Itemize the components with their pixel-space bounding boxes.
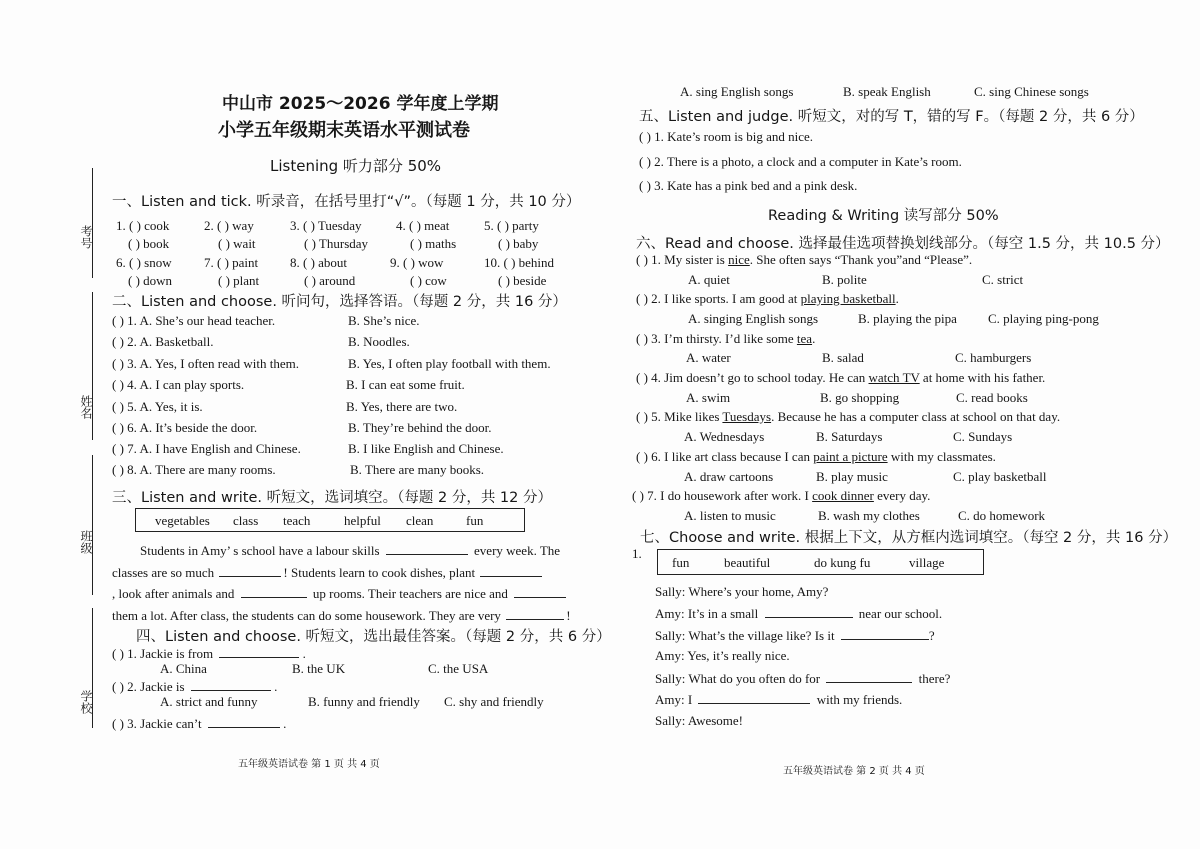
- side-label-exam-number: 考号: [79, 225, 93, 249]
- binding-line: [92, 455, 93, 595]
- passage-line: [112, 564, 542, 581]
- option-c[interactable]: C. play basketball: [953, 469, 1047, 484]
- word-bank-word: vegetables: [155, 513, 210, 528]
- dialogue-text: Sally: What do you often do for: [655, 671, 821, 686]
- option-c[interactable]: C. Sundays: [953, 429, 1013, 444]
- tick-item[interactable]: 5. ( ) party: [484, 218, 539, 233]
- underlined-phrase: playing basketball: [800, 291, 896, 306]
- question-option-a[interactable]: ( ) 3. A. Yes, I often read with them.: [112, 356, 300, 371]
- answer-blank[interactable]: [826, 670, 912, 683]
- passage-text: every week. The: [474, 543, 561, 558]
- dialogue-line: Amy: Yes, it’s really nice.: [655, 648, 790, 663]
- answer-blank[interactable]: [208, 715, 280, 728]
- passage-line: [112, 585, 566, 602]
- underlined-phrase: tea: [796, 331, 813, 346]
- dialogue-text: Amy: I: [655, 692, 693, 707]
- choice-question: [636, 370, 1045, 386]
- option-b[interactable]: B. speak English: [843, 84, 931, 99]
- dialogue-line: Sally: Awesome!: [655, 713, 743, 728]
- tick-item[interactable]: 1. ( ) cook: [116, 218, 170, 233]
- option-c[interactable]: C. sing Chinese songs: [974, 84, 1089, 99]
- option-b[interactable]: B. playing the pipa: [858, 311, 957, 326]
- option-b[interactable]: B. play music: [816, 469, 888, 484]
- dialogue-line: [655, 670, 950, 687]
- page-footer: 五年级英语试卷 第 1 页 共 4 页: [238, 759, 380, 770]
- question-option-b[interactable]: B. There are many books.: [350, 462, 485, 477]
- tick-item[interactable]: 4. ( ) meat: [396, 218, 450, 233]
- question-option-b[interactable]: B. She’s nice.: [348, 313, 420, 328]
- choice-question: [636, 252, 972, 268]
- answer-blank[interactable]: [841, 627, 929, 640]
- question-text: . She often says “Thank you”and “Please”.: [749, 252, 973, 267]
- option-a[interactable]: A. draw cartoons: [684, 469, 774, 484]
- listening-header: Listening 听力部分 50%: [270, 157, 442, 175]
- tick-item[interactable]: ( ) book: [128, 236, 170, 251]
- question-text: every day.: [873, 488, 931, 503]
- option-a[interactable]: A. water: [686, 350, 731, 365]
- tick-item[interactable]: 8. ( ) about: [290, 255, 348, 270]
- passage-text: ! Students learn to cook dishes, plant: [283, 565, 476, 580]
- dialogue-text: near our school.: [858, 606, 943, 621]
- binding-line: [92, 168, 93, 278]
- option-b[interactable]: B. the UK: [292, 661, 346, 676]
- answer-blank[interactable]: [191, 678, 271, 691]
- underlined-phrase: Tuesdays: [722, 409, 772, 424]
- exam-title-line1: 中山市 2025～2026 学年度上学期: [222, 94, 499, 114]
- underlined-phrase: paint a picture: [813, 449, 888, 464]
- dialogue-line: Sally: Where’s your home, Amy?: [655, 584, 829, 599]
- option-c[interactable]: C. hamburgers: [955, 350, 1032, 365]
- answer-blank[interactable]: [241, 585, 307, 598]
- page-footer: 五年级英语试卷 第 2 页 共 4 页: [783, 766, 925, 777]
- question-option-b[interactable]: B. Noodles.: [348, 334, 410, 349]
- question-text: . Because he has a computer class at school on that day.: [771, 409, 1061, 424]
- section-5-heading: 五、Listen and judge. 听短文，对的写 T，错的写 F。（每题 2 分，共 6 分）: [639, 109, 1144, 125]
- tick-item[interactable]: ( ) cow: [410, 273, 447, 288]
- option-c[interactable]: C. the USA: [428, 661, 489, 676]
- judge-item[interactable]: ( ) 3. Kate has a pink bed and a pink desk.: [639, 178, 858, 193]
- section-3-heading: 三、Listen and write. 听短文，选词填空。（每题 2 分，共 12 分）: [112, 490, 552, 506]
- word-bank-word: teach: [283, 513, 311, 528]
- question-text: ( ) 1. Jackie is from: [112, 646, 214, 661]
- tick-item[interactable]: 10. ( ) behind: [484, 255, 555, 270]
- question-text: ( ) 6. I like art class because I can: [636, 449, 814, 464]
- passage-text: !: [566, 608, 571, 623]
- question-option-a[interactable]: ( ) 6. A. It’s beside the door.: [112, 420, 258, 435]
- question-line: ( ) 2. Jackie is .: [112, 679, 278, 694]
- section-4-heading: 四、Listen and choose. 听短文，选出最佳答案。（每题 2 分，共 6 分）: [136, 629, 611, 645]
- option-a[interactable]: A. Wednesdays: [684, 429, 765, 444]
- underlined-phrase: nice: [728, 252, 750, 267]
- option-c[interactable]: C. shy and friendly: [444, 694, 544, 709]
- question-option-a[interactable]: ( ) 7. A. I have English and Chinese.: [112, 441, 301, 456]
- option-a[interactable]: A. swim: [686, 390, 731, 405]
- choice-question: [636, 449, 996, 465]
- dialogue-text: ?: [928, 628, 935, 643]
- answer-blank[interactable]: [386, 542, 468, 555]
- option-b[interactable]: B. salad: [822, 350, 864, 365]
- passage-text: up rooms. Their teachers are nice and: [312, 586, 508, 601]
- question-option-b[interactable]: B. Yes, I often play football with them.: [348, 356, 551, 371]
- question-option-b[interactable]: B. They’re behind the door.: [348, 420, 492, 435]
- side-label-name: 姓名: [79, 395, 93, 419]
- passage-line: [140, 542, 560, 559]
- tick-item[interactable]: 9. ( ) wow: [390, 255, 444, 270]
- underlined-phrase: watch TV: [868, 370, 920, 385]
- choice-question: [636, 331, 815, 347]
- tick-item[interactable]: ( ) around: [304, 273, 356, 288]
- dialogue-line: [655, 691, 902, 708]
- tick-item[interactable]: 7. ( ) paint: [204, 255, 259, 270]
- question-text: .: [895, 291, 899, 306]
- judge-item[interactable]: ( ) 1. Kate’s room is big and nice.: [639, 129, 814, 144]
- question-text: ( ) 2. Jackie is: [112, 679, 185, 694]
- word-bank-word: helpful: [344, 513, 381, 528]
- tick-item[interactable]: ( ) baby: [498, 236, 539, 251]
- question-line: ( ) 3. Jackie can’t .: [112, 716, 287, 731]
- question-option-b[interactable]: B. I can eat some fruit.: [346, 377, 465, 392]
- question-option-a[interactable]: ( ) 8. A. There are many rooms.: [112, 462, 276, 477]
- tick-item[interactable]: ( ) beside: [498, 273, 547, 288]
- question-text: .: [812, 331, 816, 346]
- option-b[interactable]: B. go shopping: [820, 390, 900, 405]
- question-option-b[interactable]: B. I like English and Chinese.: [348, 441, 504, 456]
- dialogue-text: Sally: What’s the village like? Is it: [655, 628, 835, 643]
- dialogue-text: Amy: It’s in a small: [655, 606, 759, 621]
- section-2-heading: 二、Listen and choose. 听问句，选择答语。（每题 2 分，共 16 分）: [112, 294, 567, 310]
- option-a[interactable]: A. singing English songs: [688, 311, 819, 326]
- answer-blank[interactable]: [698, 691, 810, 704]
- dialogue-line: [655, 627, 935, 644]
- question-number: 1.: [632, 546, 642, 561]
- question-text: at home with his father.: [919, 370, 1046, 385]
- tick-item[interactable]: ( ) maths: [410, 236, 457, 251]
- option-b[interactable]: B. wash my clothes: [818, 508, 920, 523]
- question-text: ( ) 3. Jackie can’t: [112, 716, 202, 731]
- dialogue-text: with my friends.: [816, 692, 903, 707]
- question-text: ( ) 4. Jim doesn’t go to school today. He can: [636, 370, 869, 385]
- tick-item[interactable]: ( ) wait: [218, 236, 256, 251]
- passage-line: [112, 607, 571, 624]
- exam-title-line2: 小学五年级期末英语水平测试卷: [218, 120, 470, 141]
- word-bank-word: beautiful: [724, 555, 771, 570]
- word-bank-box: [657, 549, 984, 575]
- option-a[interactable]: A. sing English songs: [680, 84, 794, 99]
- question-text: ( ) 1. My sister is: [636, 252, 729, 267]
- option-a[interactable]: A. quiet: [688, 272, 730, 287]
- choice-question: [636, 291, 899, 307]
- tick-item[interactable]: ( ) down: [128, 273, 173, 288]
- passage-text: them a lot. After class, the students can do some housework. They are very: [112, 608, 501, 623]
- question-text: ( ) 7. I do housework after work. I: [632, 488, 813, 503]
- option-c[interactable]: C. do homework: [958, 508, 1046, 523]
- question-text: with my classmates.: [887, 449, 996, 464]
- question-text: ( ) 5. Mike likes: [636, 409, 723, 424]
- word-bank-word: class: [233, 513, 259, 528]
- question-option-b[interactable]: B. Yes, there are two.: [346, 399, 458, 414]
- passage-text: Students in Amy’ s school have a labour skills: [140, 543, 380, 558]
- option-a[interactable]: A. listen to music: [684, 508, 776, 523]
- question-text: ( ) 2. I like sports. I am good at: [636, 291, 801, 306]
- section-1-heading: 一、Listen and tick. 听录音，在括号里打“√”。（每题 1 分，共 10 分）: [112, 194, 581, 210]
- option-c[interactable]: C. read books: [956, 390, 1028, 405]
- passage-text: classes are so much: [112, 565, 215, 580]
- option-a[interactable]: A. China: [160, 661, 207, 676]
- option-b[interactable]: B. polite: [822, 272, 867, 287]
- question-option-a[interactable]: ( ) 1. A. She’s our head teacher.: [112, 313, 276, 328]
- underlined-phrase: cook dinner: [812, 488, 874, 503]
- tick-item[interactable]: 6. ( ) snow: [116, 255, 172, 270]
- option-b[interactable]: B. funny and friendly: [308, 694, 420, 709]
- word-bank-word: village: [909, 555, 945, 570]
- tick-item[interactable]: ( ) Thursday: [304, 236, 369, 251]
- tick-item[interactable]: 3. ( ) Tuesday: [290, 218, 362, 233]
- answer-blank[interactable]: [219, 564, 281, 577]
- word-bank-word: fun: [466, 513, 484, 528]
- passage-text: , look after animals and: [112, 586, 235, 601]
- option-c[interactable]: C. playing ping-pong: [988, 311, 1099, 326]
- option-b[interactable]: B. Saturdays: [816, 429, 883, 444]
- choice-question: [632, 488, 930, 504]
- judge-item[interactable]: ( ) 2. There is a photo, a clock and a computer in Kate’s room.: [639, 154, 962, 169]
- question-text: ( ) 3. I’m thirsty. I’d like some: [636, 331, 797, 346]
- dialogue-line: [655, 605, 942, 622]
- tick-item[interactable]: 2. ( ) way: [204, 218, 254, 233]
- question-option-a[interactable]: ( ) 4. A. I can play sports.: [112, 377, 245, 392]
- answer-blank[interactable]: [506, 607, 564, 620]
- tick-item[interactable]: ( ) plant: [218, 273, 260, 288]
- answer-blank[interactable]: [219, 645, 299, 658]
- option-c[interactable]: C. strict: [982, 272, 1024, 287]
- option-a[interactable]: A. strict and funny: [160, 694, 258, 709]
- side-label-school: 学校: [79, 690, 93, 714]
- question-line: ( ) 1. Jackie is from .: [112, 646, 306, 661]
- word-bank-word: fun: [672, 555, 690, 570]
- answer-blank[interactable]: [514, 585, 566, 598]
- answer-blank[interactable]: [765, 605, 853, 618]
- section-6-heading: 六、Read and choose. 选择最佳选项替换划线部分。（每空 1.5 分，共 10.5 分）: [636, 236, 1170, 252]
- choice-question: [636, 409, 1060, 425]
- answer-blank[interactable]: [480, 564, 542, 577]
- question-option-a[interactable]: ( ) 5. A. Yes, it is.: [112, 399, 203, 414]
- reading-writing-header: Reading & Writing 读写部分 50%: [768, 208, 999, 224]
- word-bank-word: clean: [406, 513, 434, 528]
- dialogue-text: there?: [918, 671, 951, 686]
- side-label-class: 班级: [79, 530, 93, 554]
- word-bank-word: do kung fu: [814, 555, 871, 570]
- section-7-heading: 七、Choose and write. 根据上下文，从方框内选词填空。（每空 2 分，共 16 分）: [640, 530, 1178, 546]
- word-bank-box: [135, 508, 525, 532]
- question-option-a[interactable]: ( ) 2. A. Basketball.: [112, 334, 214, 349]
